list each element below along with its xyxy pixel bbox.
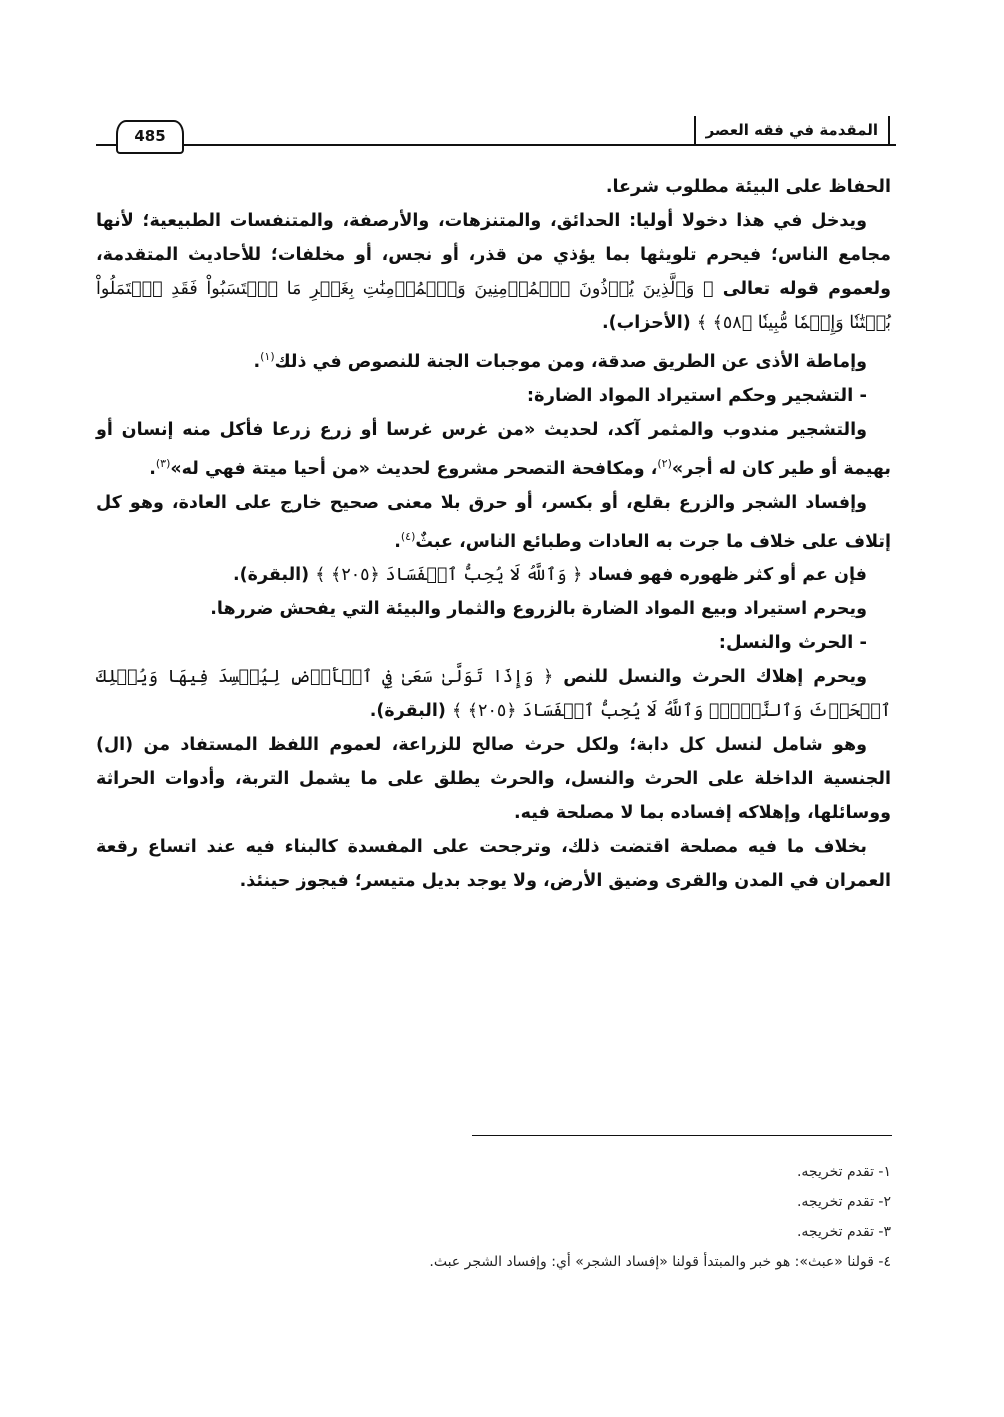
paragraph-7: ويحرم استيراد وبيع المواد الضارة بالزروع والثمار والبيئة التي يفحش ضررها. (210, 599, 867, 620)
verse-reference: (البقرة). (232, 565, 310, 586)
footnote-ref-1[interactable]: (١) (260, 350, 275, 363)
paragraph-5-text: وإفساد الشجر والزرع بقلع، أو بكسر، أو حرق بلا معنى صحيح خارج على العادة، وهو كل إتلاف على خلاف ما جرت به العادات وطبائع الناس، عبثٌ (96, 492, 891, 552)
paragraph-1: الحفاظ على البيئة مطلوب شرعا. (605, 177, 891, 197)
footnote-separator (472, 1135, 892, 1136)
footnote-1: ١- تقدم تخريجه. (796, 1164, 891, 1180)
paragraph-10: بخلاف ما فيه مصلحة اقتضت ذلك، وترجحت على المفسدة كالبناء فيه عند اتساع رقعة العمران في المدن والقرى وضيق الأرض، ولا يوجد بديل متيسر؛ فيجوز حينئذ. (96, 837, 891, 892)
paragraph-6-text: فإن عم أو كثر ظهوره فهو فساد (588, 565, 867, 586)
paragraph-4-text: والتشجير مندوب والمثمر آكد، لحديث «من غرس غرسا أو زرع زرعا فأكل منه إنسان أو بهيمة أو طير كان له أجر» (96, 419, 891, 479)
paragraph-9: وهو شامل لنسل كل دابة؛ ولكل حرث صالح للزراعة، لعموم اللفظ المستفاد من (ال) الجنسية الداخلة على الحرث والنسل، والحرث يطلق على ما يشمل التربة، وأدوات الحراثة ووسائلها، وإهلاكه إفساده بما لا مصلحة فيه. (96, 735, 891, 824)
paragraph-4-end: . (149, 458, 156, 479)
footnote-2: ٢- تقدم تخريجه. (796, 1194, 891, 1210)
quran-verse-ahzab: ﴿ وَٱلَّذِينَ يُؤۡذُونَ ٱلۡمُؤۡمِنِينَ وَٱلۡمُؤۡمِنَٰتِ بِغَيۡرِ مَا ٱكۡتَسَبُواْ فَقَدِ ٱحۡتَمَلُواْ بُهۡتَٰنٗا وَإِثۡمٗا مُّبِينٗا ﴿٥٨﴾ ﴾ (96, 279, 891, 333)
section-heading-tillage: - الحرث والنسل: (718, 632, 867, 654)
quran-verse-baqara-2: ﴿ وَإِذَا تَوَلَّىٰ سَعَىٰ فِي ٱلۡأَرۡضِ لِيُفۡسِدَ فِيهَا وَيُهۡلِكَ ٱلۡحَرۡثَ وَٱلنَّسۡلَۚ وَٱللَّهُ لَا يُحِبُّ ٱلۡفَسَادَ ﴿٢٠٥﴾ ﴾ (96, 667, 891, 722)
header-rule (96, 144, 896, 146)
footnote-ref-3[interactable]: (٣) (155, 456, 171, 470)
page-header (96, 112, 896, 152)
paragraph-6 (96, 558, 891, 592)
running-title: المقدمة في فقه العصر (694, 116, 890, 144)
footnote-4: ٤- قولنا «عبث»: هو خبر والمبتدأ قولنا «إفساد الشجر» أي: وإفساد الشجر عبث. (429, 1254, 891, 1270)
footnote-ref-4[interactable]: (٤) (400, 529, 416, 543)
body-text (96, 170, 891, 898)
paragraph-3-text: وإماطة الأذى عن الطريق صدقة، ومن موجبات الجنة للنصوص في ذلك (274, 351, 867, 372)
footnotes (96, 1157, 891, 1277)
paragraph-3 (96, 340, 891, 379)
paragraph-8-text: ويحرم إهلاك الحرث والنسل للنص (563, 667, 867, 688)
paragraph-8 (96, 660, 891, 728)
footnote-3: ٣- تقدم تخريجه. (796, 1224, 891, 1240)
page-number: 485 (116, 120, 184, 154)
quran-verse-baqara-1: ﴿ وَٱللَّهُ لَا يُحِبُّ ٱلۡفَسَادَ ﴿٢٠٥﴾ ﴾ (315, 565, 583, 586)
paragraph-2-text: ويدخل في هذا دخولا أوليا: الحدائق، والمتنزهات، والأرصفة، والمتنفسات الطبيعية؛ لأنها مجامع الناس؛ فيحرم تلويثها بما يؤذي من قذر، أو نجس، أو مخلفات؛ للأحاديث المتقدمة، ولعموم قوله تعالى (96, 211, 891, 299)
footnote-ref-2[interactable]: (٢) (657, 456, 672, 470)
paragraph-3-end: . (253, 351, 261, 372)
paragraph-4-mid: ، ومكافحة التصحر مشروع لحديث «من أحيا ميتة فهي له» (170, 458, 658, 479)
paragraph-5 (96, 486, 891, 559)
section-heading-afforestation: - التشجير وحكم استيراد المواد الضارة: (526, 384, 867, 406)
verse-reference: (الأحزاب). (601, 313, 691, 333)
verse-reference: (البقرة). (369, 701, 446, 722)
paragraph-2 (96, 204, 891, 340)
paragraph-5-end: . (394, 531, 401, 552)
paragraph-4 (96, 413, 891, 486)
